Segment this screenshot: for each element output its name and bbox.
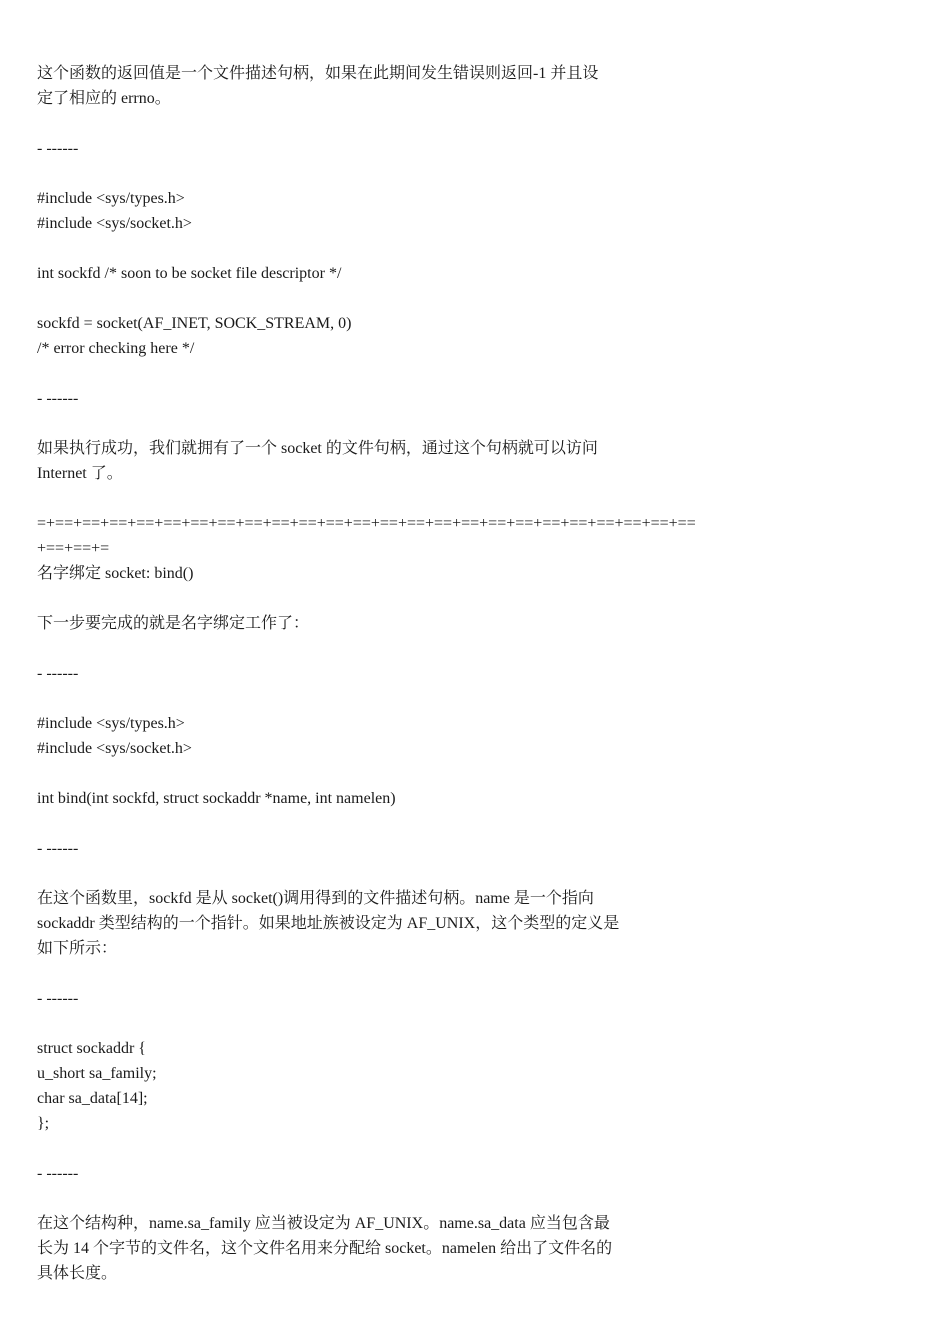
blank-line <box>37 486 917 511</box>
code-line: int sockfd /* soon to be socket file descriptor */ <box>37 265 342 282</box>
code-line: #include <sys/types.h> <box>37 715 185 732</box>
code-line: #include <sys/types.h> <box>37 190 185 207</box>
blank-line <box>37 1011 917 1036</box>
section-divider: +==+==+= <box>37 540 110 557</box>
blank-line <box>37 861 917 886</box>
text-line: 下一步要完成的就是名字绑定工作了： <box>37 615 310 632</box>
separator-line: - ------ <box>37 390 79 407</box>
code-line: #include <sys/socket.h> <box>37 740 192 757</box>
blank-line <box>37 761 917 786</box>
blank-line <box>37 686 917 711</box>
text-line: 在这个结构种，name.sa_family 应当被设定为 AF_UNIX。name.sa_data 应当包含最 <box>37 1215 610 1232</box>
blank-line <box>37 636 917 661</box>
section-heading: 名字绑定 socket: bind() <box>37 565 194 582</box>
blank-line <box>37 1136 917 1161</box>
code-line: #include <sys/socket.h> <box>37 215 192 232</box>
blank-line <box>37 811 917 836</box>
blank-line <box>37 161 917 186</box>
text-line: 长为 14 个字节的文件名，这个文件名用来分配给 socket。namelen 给出了文件名的 <box>37 1240 613 1257</box>
blank-line <box>37 236 917 261</box>
code-line: char sa_data[14]; <box>37 1090 148 1107</box>
text-line: 具体长度。 <box>37 1265 118 1282</box>
text-line: Internet 了。 <box>37 465 123 482</box>
blank-line <box>37 1186 917 1211</box>
code-line: }; <box>37 1115 50 1132</box>
blank-line <box>37 411 917 436</box>
blank-line <box>37 961 917 986</box>
text-line: 这个函数的返回值是一个文件描述句柄，如果在此期间发生错误则返回-1 并且设 <box>37 65 599 82</box>
blank-line <box>37 586 917 611</box>
text-line: 如下所示： <box>37 940 118 957</box>
code-line: u_short sa_family; <box>37 1065 157 1082</box>
blank-line <box>37 111 917 136</box>
separator-line: - ------ <box>37 990 79 1007</box>
code-line: /* error checking here */ <box>37 340 195 357</box>
document-page <box>37 61 917 1286</box>
text-line: sockaddr 类型结构的一个指针。如果地址族被设定为 AF_UNIX，这个类型的定义是 <box>37 915 620 932</box>
separator-line: - ------ <box>37 665 79 682</box>
separator-line: - ------ <box>37 140 79 157</box>
text-line: 在这个函数里，sockfd 是从 socket()调用得到的文件描述句柄。name 是一个指向 <box>37 890 594 907</box>
section-divider: =+==+==+==+==+==+==+==+==+==+==+==+==+==+==+==+==+==+==+==+==+==+==+==+== <box>37 515 696 532</box>
separator-line: - ------ <box>37 1165 79 1182</box>
separator-line: - ------ <box>37 840 79 857</box>
code-line: int bind(int sockfd, struct sockaddr *name, int namelen) <box>37 790 396 807</box>
blank-line <box>37 286 917 311</box>
blank-line <box>37 361 917 386</box>
text-line: 如果执行成功，我们就拥有了一个 socket 的文件句柄，通过这个句柄就可以访问 <box>37 440 598 457</box>
text-line: 定了相应的 errno。 <box>37 90 171 107</box>
code-line: struct sockaddr { <box>37 1040 146 1057</box>
code-line: sockfd = socket(AF_INET, SOCK_STREAM, 0) <box>37 315 352 332</box>
